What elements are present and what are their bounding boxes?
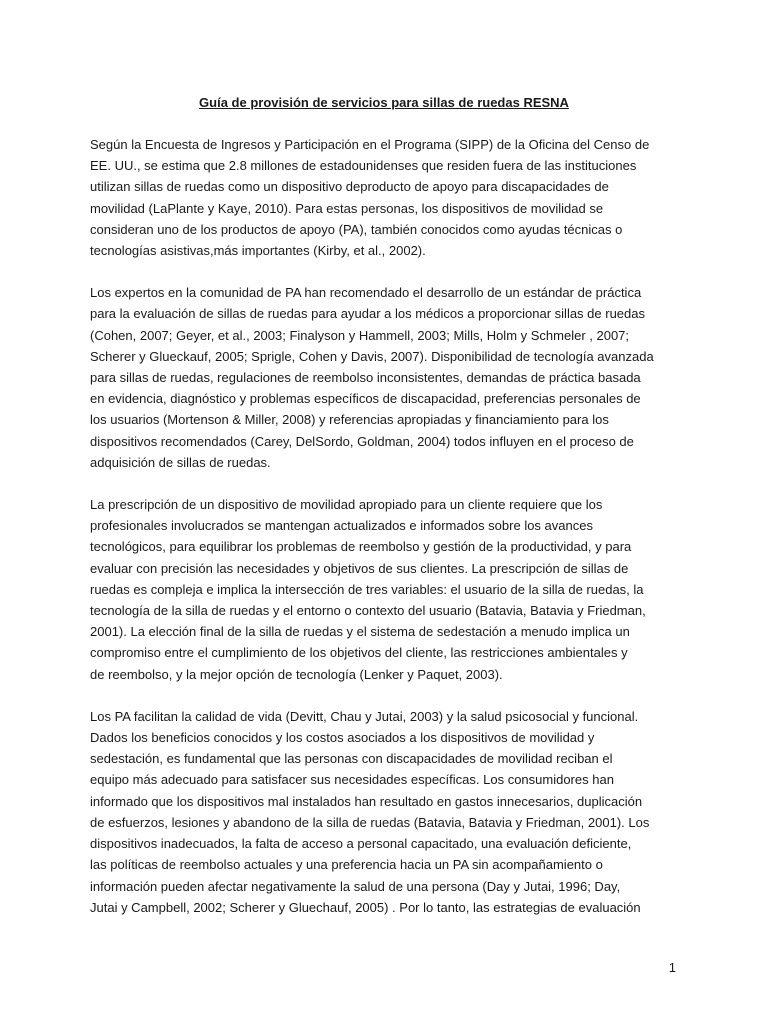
paragraph-3 <box>90 494 690 685</box>
paragraph-line: informado que los dispositivos mal instalados han resultado en gastos innecesarios, duplicación <box>90 793 643 809</box>
paragraph-line: de esfuerzos, lesiones y abandono de la silla de ruedas (Batavia, Batavia y Friedman, 2001). Los <box>90 814 650 830</box>
paragraph-line: profesionales involucrados se mantengan actualizados e informados sobre los avances <box>90 518 593 534</box>
paragraph-line: tecnologías asistivas,más importantes (Kirby, et al., 2002). <box>90 243 426 259</box>
paragraph-line: Scherer y Glueckauf, 2005; Sprigle, Cohen y Davis, 2007). Disponibilidad de tecnología avanzada <box>90 348 654 364</box>
paragraph-line: ruedas es compleja e implica la intersección de tres variables: el usuario de la silla de ruedas, la <box>90 581 644 597</box>
document-body <box>90 134 690 939</box>
paragraph-line: La prescripción de un dispositivo de movilidad apropiado para un cliente requiere que los <box>90 497 603 513</box>
paragraph-1 <box>90 134 690 261</box>
paragraph-4 <box>90 706 690 918</box>
paragraph-line: evaluar con precisión las necesidades y objetivos de sus clientes. La prescripción de sillas de <box>90 560 629 576</box>
paragraph-line: sedestación, es fundamental que las personas con discapacidades de movilidad reciban el <box>90 751 613 767</box>
paragraph-line: 2001). La elección final de la silla de ruedas y el sistema de sedestación a menudo implica un <box>90 624 630 640</box>
paragraph-line: Dados los beneficios conocidos y los costos asociados a los dispositivos de movilidad y <box>90 730 595 746</box>
paragraph-line: los usuarios (Mortenson & Miller, 2008) y referencias apropiadas y financiamiento para los <box>90 412 609 428</box>
paragraph-line: Según la Encuesta de Ingresos y Participación en el Programa (SIPP) de la Oficina del Censo de <box>90 137 650 152</box>
paragraph-line: consideran uno de los productos de apoyo (PA), también conocidos como ayudas técnicas o <box>90 221 623 237</box>
paragraph-line: utilizan sillas de ruedas como un dispositivo deproducto de apoyo para discapacidades de <box>90 179 609 195</box>
paragraph-line: información pueden afectar negativamente la salud de una persona (Day y Jutai, 1996; Day, <box>90 878 621 894</box>
paragraph-line: dispositivos inadecuados, la falta de acceso a personal capacitado, una evaluación deficiente, <box>90 836 632 852</box>
paragraph-line: equipo más adecuado para satisfacer sus necesidades específicas. Los consumidores han <box>90 772 614 788</box>
paragraph-line: tecnológicos, para equilibrar los problemas de reembolso y gestión de la productividad, y para <box>90 539 632 555</box>
page-number: 1 <box>668 960 676 975</box>
paragraph-line: para sillas de ruedas, regulaciones de reembolso inconsistentes, demandas de práctica basada <box>90 370 641 386</box>
paragraph-line: Los expertos en la comunidad de PA han recomendado el desarrollo de un estándar de práctica <box>90 285 642 301</box>
paragraph-line: tecnología de la silla de ruedas y el entorno o contexto del usuario (Batavia, Batavia y Friedman, <box>90 603 646 619</box>
paragraph-line: movilidad (LaPlante y Kaye, 2010). Para estas personas, los dispositivos de movilidad se <box>90 200 604 216</box>
paragraph-line: de reembolso, y la mejor opción de tecnología (Lenker y Paquet, 2003). <box>90 666 503 682</box>
paragraph-2 <box>90 282 690 473</box>
paragraph-line: las políticas de reembolso actuales y una preferencia hacia un PA sin acompañamiento o <box>90 857 603 873</box>
paragraph-line: Jutai y Campbell, 2002; Scherer y Gluechauf, 2005) . Por lo tanto, las estrategias de evaluación <box>90 899 641 915</box>
document-title: Guía de provisión de servicios para sillas de ruedas RESNA <box>199 95 569 110</box>
paragraph-line: para la evaluación de sillas de ruedas para ayudar a los médicos a proporcionar sillas de ruedas <box>90 306 645 322</box>
paragraph-line: Los PA facilitan la calidad de vida (Devitt, Chau y Jutai, 2003) y la salud psicosocial y funcional. <box>90 708 639 724</box>
paragraph-line: (Cohen, 2007; Geyer, et al., 2003; Finalyson y Hammell, 2003; Mills, Holm y Schmeler , 2007; <box>90 327 630 343</box>
paragraph-line: en evidencia, diagnóstico y problemas específicos de discapacidad, preferencias personales de <box>90 391 641 407</box>
paragraph-line: EE. UU., se estima que 2.8 millones de estadounidenses que residen fuera de las instituciones <box>90 158 637 174</box>
paragraph-line: dispositivos recomendados (Carey, DelSordo, Goldman, 2004) todos influyen en el proceso de <box>90 433 634 449</box>
paragraph-line: compromiso entre el cumplimiento de los objetivos del cliente, las restricciones ambientales y <box>90 645 628 661</box>
paragraph-line: adquisición de sillas de ruedas. <box>90 454 271 470</box>
